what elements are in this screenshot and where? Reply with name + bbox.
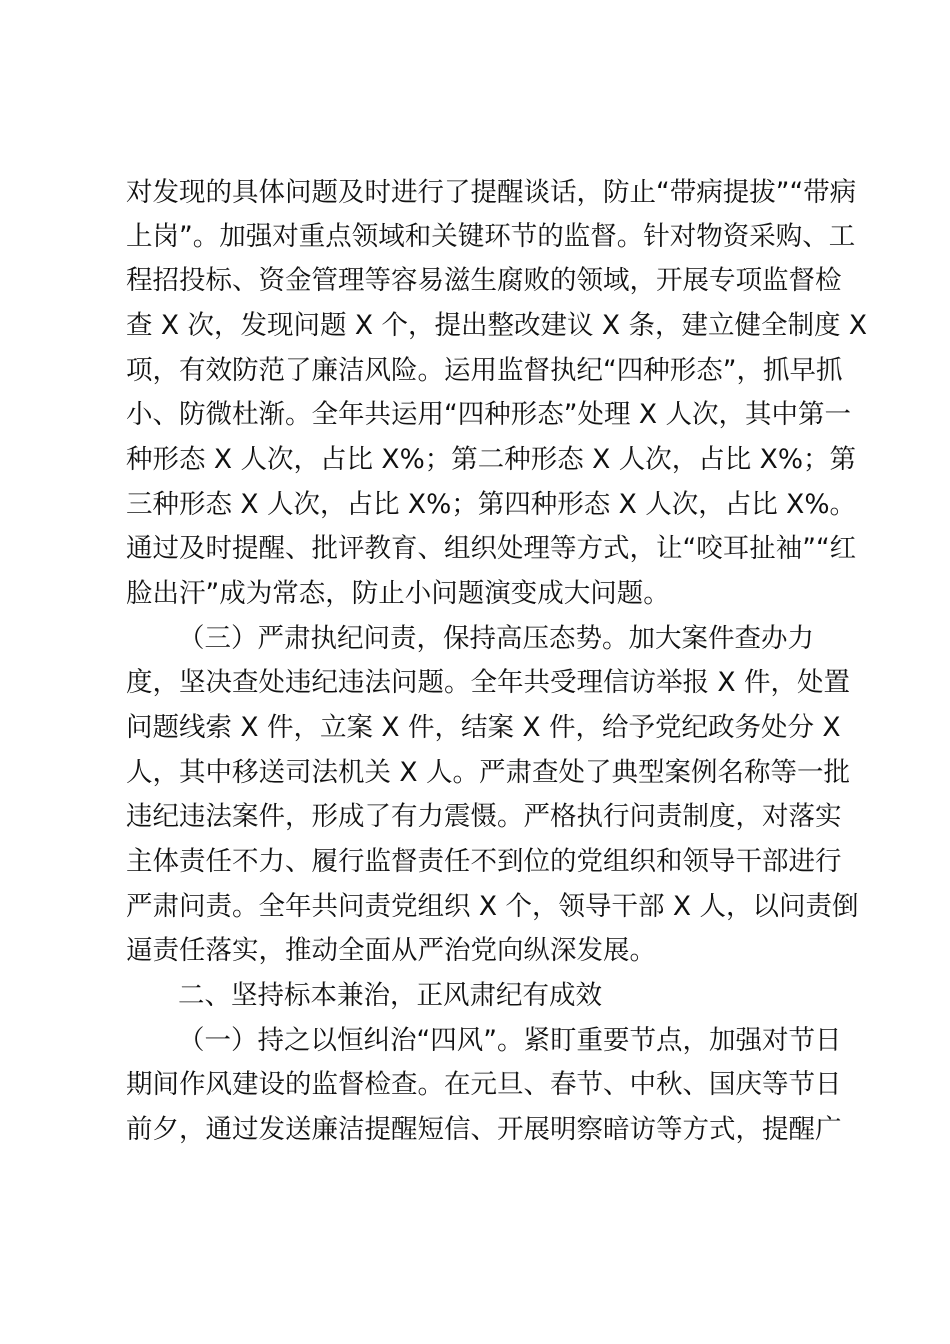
text-line: 脸出汗”成为常态，防止小问题演变成大问题。 — [126, 578, 670, 609]
text-line: 对发现的具体问题及时进行了提醒谈话，防止“带病提拔”“带病 — [126, 177, 857, 208]
text-line: 违纪违法案件，形成了有力震慑。严格执行问责制度，对落实 — [126, 801, 842, 832]
section-heading-3: （三）严肃执纪问责，保持高压态势。加大案件查办力 — [178, 623, 814, 654]
text-line: 三种形态 X 人次，占比 X%；第四种形态 X 人次，占比 X%。 — [126, 489, 857, 520]
text-line: 问题线索 X 件，立案 X 件，结案 X 件，给予党纪政务处分 X — [126, 712, 841, 743]
text-line: 严肃问责。全年共问责党组织 X 个，领导干部 X 人，以问责倒 — [126, 891, 859, 922]
text-line: 期间作风建设的监督检查。在元旦、春节、中秋、国庆等节日 — [126, 1069, 842, 1100]
text-line: 项，有效防范了廉洁风险。运用监督执纪“四种形态”，抓早抓 — [126, 355, 843, 386]
text-line: 人，其中移送司法机关 X 人。严肃查处了典型案例名称等一批 — [126, 757, 851, 788]
text-line: 种形态 X 人次，占比 X%；第二种形态 X 人次，占比 X%；第 — [126, 444, 857, 475]
text-line: 逼责任落实，推动全面从严治党向纵深发展。 — [126, 935, 656, 966]
subsection-heading-1: （一）持之以恒纠治“四风”。紧盯重要节点，加强对节日 — [178, 1025, 842, 1056]
text-line: 度，坚决查处违纪违法问题。全年共受理信访举报 X 件，处置 — [126, 667, 851, 698]
text-line: 前夕，通过发送廉洁提醒短信、开展明察暗访等方式，提醒广 — [126, 1114, 842, 1145]
text-line: 查 X 次，发现问题 X 个，提出整改建议 X 条，建立健全制度 X — [126, 310, 868, 341]
text-line: 主体责任不力、履行监督责任不到位的党组织和领导干部进行 — [126, 846, 842, 877]
section-heading-2: 二、坚持标本兼治，正风肃纪有成效 — [178, 980, 602, 1011]
text-line: 小、防微杜渐。全年共运用“四种形态”处理 X 人次，其中第一 — [126, 399, 851, 430]
text-line: 通过及时提醒、批评教育、组织处理等方式，让“咬耳扯袖”“红 — [126, 533, 857, 564]
text-line: 上岗”。加强对重点领域和关键环节的监督。针对物资采购、工 — [126, 221, 856, 252]
text-line: 程招投标、资金管理等容易滋生腐败的领域，开展专项监督检 — [126, 265, 842, 296]
